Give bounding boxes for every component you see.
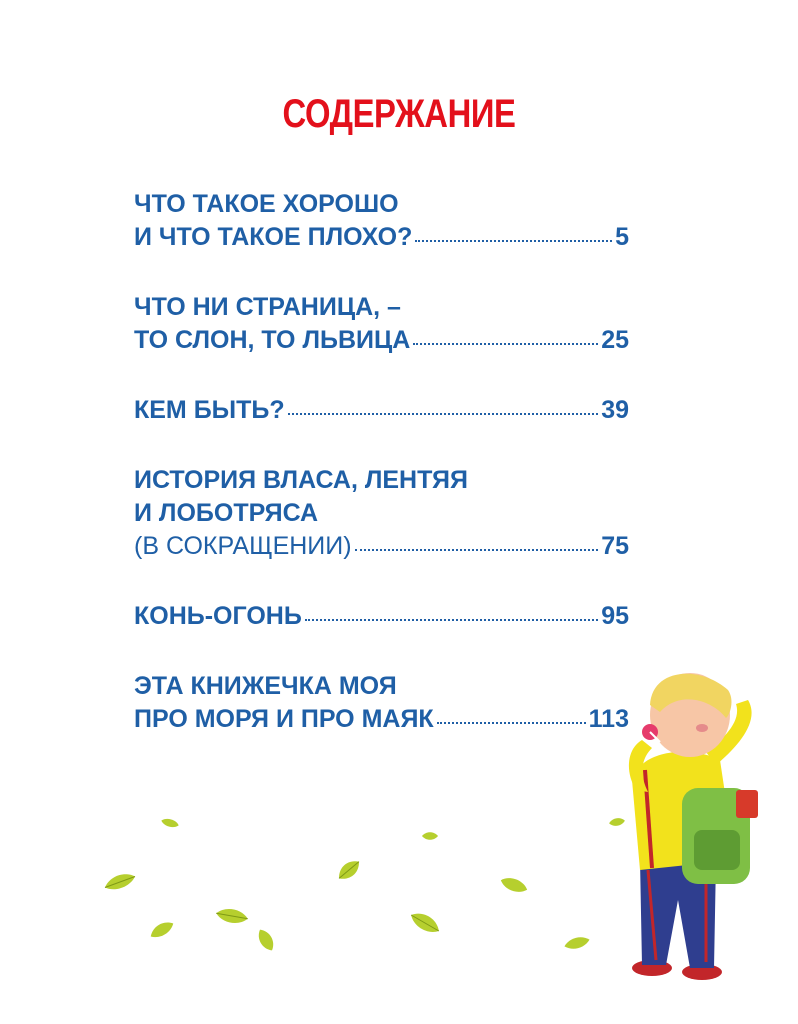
leaf-icon	[160, 817, 179, 829]
leaf-icon	[335, 856, 364, 883]
page-number: 75	[601, 532, 629, 560]
toc-entry-note: (В СОКРАЩЕНИИ)	[134, 532, 352, 560]
toc-entry-line: ЧТО ТАКОЕ ХОРОШО	[134, 190, 399, 218]
leaf-icon	[608, 817, 625, 827]
toc-entry-line: ТО СЛОН, ТО ЛЬВИЦА	[134, 326, 411, 354]
leaf-icon	[215, 907, 249, 926]
boy-illustration	[629, 673, 758, 980]
page-title: СОДЕРЖАНИЕ	[282, 92, 516, 136]
page-number: 25	[601, 326, 629, 354]
leaf-icon	[255, 927, 277, 954]
leaf-icon	[422, 832, 438, 840]
page-number: 95	[601, 602, 629, 630]
page-number: 39	[601, 396, 629, 424]
leaf-icon	[408, 909, 443, 937]
leaf-icon	[103, 870, 137, 893]
toc-entry-line: И ЧТО ТАКОЕ ПЛОХО?	[134, 223, 413, 251]
leaf-icon	[499, 875, 529, 896]
toc-entry-line: КОНЬ-ОГОНЬ	[134, 602, 302, 630]
page-number: 5	[615, 223, 629, 251]
leaf-icon	[563, 935, 591, 952]
toc-entry-line: ЧТО НИ СТРАНИЦА, –	[134, 293, 401, 321]
toc-entry-line: ПРО МОРЯ И ПРО МАЯК	[134, 705, 434, 733]
toc-entry-line: ЭТА КНИЖЕЧКА МОЯ	[134, 672, 397, 700]
leaves-decor	[103, 817, 626, 953]
toc-entry-line: КЕМ БЫТЬ?	[134, 396, 285, 424]
page-number: 113	[588, 705, 629, 733]
leaf-icon	[148, 918, 176, 941]
toc-entry-line: ИСТОРИЯ ВЛАСА, ЛЕНТЯЯ	[134, 466, 468, 494]
toc-entry-line: И ЛОБОТРЯСА	[134, 499, 319, 527]
